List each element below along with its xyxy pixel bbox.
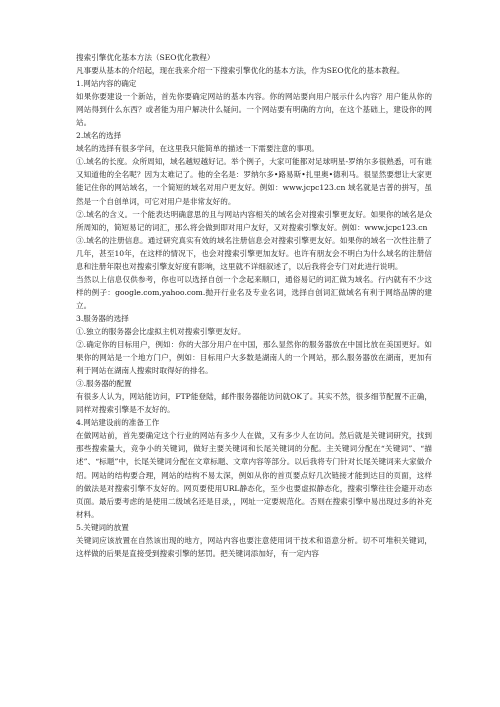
section-heading: 1.网站内容的确定 [76,79,137,89]
paragraph: ①.独立的服务器会比虚拟主机对搜索引擎更友好。 [76,326,246,336]
paragraph: 域名的选择有很多学问，在这里我只能简单的描述一下需要注意的事项。 [76,144,319,154]
paragraph: ③.服务器的配置 [76,379,132,389]
section-heading: 2.域名的选择 [76,131,122,141]
paragraph: ③.域名的注册信息。通过研究真实有效的域名注册信息会对搜索引擎更友好。如果你的域名一次性注册了几年，甚至10年，在这样的情况下，也会对搜索引擎更加友好。也许有朋友会不明白为什么域名的注册信息和注册年限也对搜索引擎友好度有影响，这里就不详细叙述了，以后我将会专门对此进行说明。 [76,235,432,271]
paragraph: 关键词应该放置在自然该出现的地方，网站内容也要注意使用词干技术和语意分析。切不可堆积关键词，这样做的后果是直接受到搜索引擎的惩罚。把关键词添加好，有一定内容 [76,535,432,558]
paragraph: 在做网站前，首先要确定这个行业的网站有多少人在做，又有多少人在访问。然后就是关键词研究，找到那些搜索量大，竞争小的关键词，做好主要关键词和长尾关键词的分配。主关键词分配在“关键词”、“描述”、“标题”中，长尾关键词分配在文章标题、文章内容等部分。以后我将专门针对长尾关键词来大家做介绍。网站的结构要合理，网站的结构不易太深，例如从你的首页要点好几次链接才能到达目的页面，这样的做法是对搜索引擎不友好的。网页要使用URL静态化，至少也要虚拟静态化，搜索引擎往往会避开动态页面。最后要考虑的是使用二级域名还是目录，，网址一定要规范化。否则在搜索引擎中易出现过多的补充材料。 [76,431,432,519]
section-heading: 5.关键词的放置 [76,522,129,532]
paragraph: ②.域名的含义。一个能表达明确意思的且与网站内容相关的域名会对搜索引擎更友好。如果你的域名是众所周知的，简短易记的词汇，那么将会做到即对用户友好，又对搜索引擎友好。例如：www.jcpc123.cn [76,209,432,232]
paragraph: 有很多人认为，网站能访问，FTP能登陆，邮件服务器能访问就OK了。其实不然，很多细节配置不正确，同样对搜索引擎是不友好的。 [76,392,432,415]
paragraph: 如果你要建设一个新站，首先你要确定网站的基本内容。你的网站要向用户展示什么内容？用户能从你的网站得到什么东西？或者能为用户解决什么疑问。一个网站要有明确的方向，在这个基础上，建设你的网站。 [76,92,432,128]
section-heading: 3.服务器的选择 [76,313,129,323]
section-heading: 4.网站建设前的准备工作 [76,418,160,428]
paragraph: 当然以上信息仅供参考，你也可以选择自创一个念起来顺口，通俗易记的词汇做为域名。行内就有不少这样的例子：google.com,yahoo.com.抛开行业名及专业名词，选择自创词汇做域名有利于网络品牌的建立。 [76,274,432,310]
paragraph: ②.确定你的目标用户，例如：你的大部分用户在中国，那么显然你的服务器放在中国比放在美国更好。如果你的网站是一个地方门户，例如：目标用户大多数是湖南人的一个网站，那么服务器放在湖南，更加有利于网站在湖南人搜索时取得好的排名。 [76,340,432,376]
document-title: 搜索引擎优化基本方法（SEO优化教程） [76,53,215,62]
paragraph: 凡事要从基本的介绍起，现在我来介绍一下搜索引擎优化的基本方法，作为SEO优化的基本教程。 [76,66,405,76]
document-body [76,64,432,560]
paragraph: ①.域名的长度。众所周知，域名越短越好记。举个例子，大家可能都对足球明星-罗纳尔多很熟悉，可有谁又知道他的全名呢？因为太难记了。他的全名是：罗纳尔多•路易斯•扎里奥•德利马。很显然要想让大家更能记住你的网站域名，一个简短的域名对用户更友好。例如：www.jcpc123.cn 域名就是吉普的拼写，虽然是一个自创单词，可它对用户是非常友好的。 [76,157,432,206]
